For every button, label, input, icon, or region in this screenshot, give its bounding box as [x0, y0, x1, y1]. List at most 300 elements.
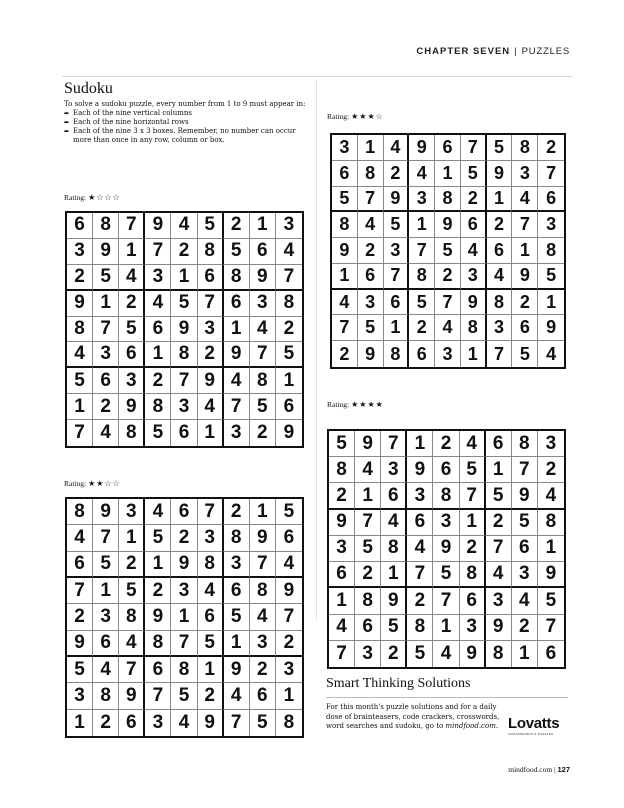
sudoku-cell: 8 — [67, 499, 93, 525]
sudoku-cell: 3 — [198, 525, 224, 551]
sudoku-cell: 3 — [67, 683, 93, 709]
sudoku-cell: 9 — [145, 604, 171, 630]
sudoku-cell: 5 — [461, 161, 487, 187]
solutions-rule — [326, 697, 568, 698]
sudoku-cell: 8 — [460, 562, 486, 588]
sudoku-cell: 8 — [512, 431, 538, 457]
sudoku-cell: 7 — [93, 525, 119, 551]
sudoku-cell: 5 — [355, 536, 381, 562]
sudoku-cell: 4 — [93, 420, 119, 446]
sudoku-cell: 9 — [145, 213, 171, 239]
sudoku-cell: 1 — [538, 290, 564, 316]
sudoku-cell: 2 — [93, 394, 119, 420]
sudoku-cell: 3 — [145, 265, 171, 291]
page-title: Sudoku — [64, 80, 113, 97]
sudoku-cell: 1 — [358, 135, 384, 161]
sudoku-cell: 4 — [486, 562, 512, 588]
sudoku-cell: 8 — [512, 135, 538, 161]
sudoku-cell: 1 — [119, 525, 145, 551]
sudoku-cell: 5 — [486, 483, 512, 509]
sudoku-cell: 8 — [461, 315, 487, 341]
sudoku-cell: 6 — [67, 552, 93, 578]
sudoku-cell: 1 — [250, 499, 276, 525]
sudoku-cell: 9 — [355, 431, 381, 457]
sudoku-cell: 3 — [224, 552, 250, 578]
sudoku-cell: 1 — [93, 291, 119, 317]
sudoku-cell: 3 — [329, 536, 355, 562]
sudoku-cell: 4 — [171, 710, 197, 736]
sudoku-cell: 5 — [460, 457, 486, 483]
sudoku-cell: 7 — [460, 483, 486, 509]
sudoku-cell: 7 — [407, 562, 433, 588]
sudoku-cell: 2 — [512, 290, 538, 316]
sudoku-cell: 9 — [250, 265, 276, 291]
sudoku-cell: 5 — [409, 290, 435, 316]
sudoku-cell: 4 — [433, 641, 459, 667]
sudoku-cell: 8 — [433, 483, 459, 509]
sudoku-cell: 4 — [329, 615, 355, 641]
sudoku-cell: 7 — [461, 135, 487, 161]
rating-label: Rating: — [327, 112, 350, 121]
sudoku-cell: 2 — [119, 291, 145, 317]
sudoku-cell: 9 — [119, 683, 145, 709]
sudoku-cell: 5 — [250, 394, 276, 420]
sudoku-cell: 6 — [461, 212, 487, 238]
sudoku-cell: 3 — [250, 631, 276, 657]
sudoku-cell: 5 — [224, 604, 250, 630]
sudoku-cell: 3 — [250, 291, 276, 317]
sudoku-cell: 2 — [198, 683, 224, 709]
sudoku-cell: 5 — [512, 510, 538, 536]
sudoku-cell: 4 — [538, 483, 564, 509]
sudoku-cell: 2 — [538, 135, 564, 161]
sudoku-cell: 7 — [276, 604, 302, 630]
sudoku-cell: 1 — [355, 483, 381, 509]
sudoku-cell: 9 — [171, 552, 197, 578]
sudoku-cell: 1 — [407, 431, 433, 457]
sudoku-cell: 5 — [329, 431, 355, 457]
sudoku-cell: 4 — [332, 290, 358, 316]
sudoku-cell: 3 — [461, 264, 487, 290]
sudoku-cell: 5 — [358, 315, 384, 341]
sudoku-cell: 2 — [171, 525, 197, 551]
sudoku-cell: 9 — [224, 342, 250, 368]
rules-list — [64, 109, 312, 145]
sudoku-cell: 1 — [198, 657, 224, 683]
sudoku-cell: 9 — [93, 239, 119, 265]
sudoku-cell: 5 — [67, 368, 93, 394]
star-rating-icon: ★★☆☆ — [88, 479, 121, 488]
sudoku-cell: 6 — [358, 264, 384, 290]
running-header — [416, 46, 570, 57]
sudoku-cell: 9 — [435, 212, 461, 238]
sudoku-cell: 8 — [409, 264, 435, 290]
sudoku-cell: 3 — [381, 457, 407, 483]
sudoku-cell: 7 — [198, 291, 224, 317]
sudoku-cell: 4 — [171, 213, 197, 239]
sudoku-cell: 1 — [119, 239, 145, 265]
sudoku-cell: 9 — [384, 187, 410, 213]
sudoku-cell: 7 — [67, 578, 93, 604]
sudoku-cell: 7 — [332, 315, 358, 341]
sudoku-cell: 5 — [250, 710, 276, 736]
sudoku-cell: 8 — [119, 604, 145, 630]
sudoku-cell: 2 — [435, 264, 461, 290]
page-number: 127 — [557, 765, 570, 774]
sudoku-cell: 9 — [538, 315, 564, 341]
sudoku-cell: 4 — [145, 291, 171, 317]
page-footer — [508, 765, 570, 774]
sudoku-cell: 8 — [250, 368, 276, 394]
sudoku-cell: 5 — [171, 291, 197, 317]
sudoku-cell: 8 — [407, 615, 433, 641]
sudoku-cell: 1 — [329, 588, 355, 614]
sudoku-cell: 9 — [332, 238, 358, 264]
sudoku-cell: 8 — [119, 420, 145, 446]
sudoku-cell: 4 — [355, 457, 381, 483]
sudoku-cell: 2 — [250, 657, 276, 683]
sudoku-cell: 9 — [358, 341, 384, 367]
sudoku-cell: 2 — [276, 317, 302, 343]
sudoku-cell: 3 — [358, 290, 384, 316]
sudoku-cell: 9 — [93, 499, 119, 525]
sudoku-cell: 4 — [512, 187, 538, 213]
solutions-body: For this month's puzzle solutions and for a daily dose of brainteasers, code crackers, crosswords, word searches and sudoku, go to — [326, 703, 500, 730]
sudoku-cell: 3 — [435, 341, 461, 367]
sudoku-cell: 9 — [198, 710, 224, 736]
sudoku-cell: 7 — [486, 536, 512, 562]
sudoku-cell: 9 — [67, 291, 93, 317]
sudoku-cell: 5 — [119, 317, 145, 343]
sudoku-cell: 4 — [276, 552, 302, 578]
sudoku-cell: 9 — [486, 615, 512, 641]
rule-columns: ➡ Each of the nine vertical columns — [64, 109, 312, 118]
sudoku-cell: 7 — [355, 510, 381, 536]
sudoku-cell: 4 — [461, 238, 487, 264]
sudoku-cell: 6 — [486, 431, 512, 457]
rule-boxes: ➡ Each of the nine 3 x 3 boxes. Remember, no number can occur more than once in any row, column or box. — [64, 127, 312, 145]
star-rating-icon: ★★★☆ — [351, 112, 384, 121]
sudoku-cell: 8 — [487, 290, 513, 316]
sudoku-cell: 4 — [409, 161, 435, 187]
sudoku-cell: 3 — [409, 187, 435, 213]
sudoku-cell: 1 — [381, 562, 407, 588]
sudoku-cell: 4 — [358, 212, 384, 238]
sudoku-cell: 3 — [276, 657, 302, 683]
logo-tagline: CROSSWORDS & PUZZLES — [508, 732, 554, 736]
sudoku-cell: 5 — [145, 525, 171, 551]
header-rule — [62, 76, 572, 77]
sudoku-cell: 8 — [93, 683, 119, 709]
sudoku-cell: 6 — [224, 578, 250, 604]
sudoku-cell: 2 — [145, 368, 171, 394]
sudoku-cell: 2 — [355, 562, 381, 588]
sudoku-cell: 2 — [67, 604, 93, 630]
sudoku-cell: 5 — [198, 631, 224, 657]
sudoku-cell: 5 — [538, 588, 564, 614]
sudoku-cell: 7 — [145, 239, 171, 265]
sudoku-cell: 2 — [171, 239, 197, 265]
sudoku-cell: 2 — [93, 710, 119, 736]
sudoku-cell: 5 — [198, 213, 224, 239]
sudoku-cell: 2 — [67, 265, 93, 291]
sudoku-cell: 4 — [93, 657, 119, 683]
footer-separator: | — [554, 765, 556, 774]
sudoku-cell: 3 — [119, 499, 145, 525]
rating-label: Rating: — [327, 400, 350, 409]
sudoku-cell: 3 — [198, 317, 224, 343]
sudoku-cell: 5 — [512, 341, 538, 367]
sudoku-cell: 2 — [381, 641, 407, 667]
sudoku-cell: 1 — [433, 615, 459, 641]
sudoku-cell: 2 — [487, 212, 513, 238]
sudoku-cell: 6 — [538, 187, 564, 213]
solutions-link[interactable]: mindfood.com — [445, 722, 496, 730]
sudoku-cell: 2 — [409, 315, 435, 341]
sudoku-cell: 9 — [433, 536, 459, 562]
sudoku-cell: 4 — [198, 578, 224, 604]
sudoku-cell: 2 — [461, 187, 487, 213]
sudoku-cell: 2 — [358, 238, 384, 264]
sudoku-cell: 4 — [119, 631, 145, 657]
sudoku-cell: 6 — [512, 315, 538, 341]
sudoku-cell: 7 — [145, 683, 171, 709]
sudoku-cell: 1 — [512, 238, 538, 264]
sudoku-cell: 9 — [67, 631, 93, 657]
sudoku-cell: 6 — [171, 420, 197, 446]
rating-puzzle-2 — [64, 479, 121, 488]
sudoku-cell: 3 — [224, 420, 250, 446]
sudoku-cell: 3 — [538, 431, 564, 457]
rule-rows: ➡ Each of the nine horizontal rows — [64, 118, 312, 127]
sudoku-cell: 7 — [358, 187, 384, 213]
sudoku-cell: 2 — [276, 631, 302, 657]
sudoku-cell: 4 — [546, 343, 557, 364]
sudoku-cell: 7 — [409, 238, 435, 264]
sudoku-cell: 4 — [276, 239, 302, 265]
sudoku-cell: 7 — [224, 710, 250, 736]
chapter-label: CHAPTER SEVEN — [416, 46, 511, 57]
sudoku-cell: 3 — [460, 615, 486, 641]
sudoku-cell: 3 — [407, 483, 433, 509]
sudoku-cell: 7 — [512, 212, 538, 238]
sudoku-cell: 6 — [545, 642, 557, 664]
solutions-text — [326, 703, 504, 732]
star-rating-icon: ★☆☆☆ — [88, 193, 121, 202]
sudoku-cell: 4 — [198, 394, 224, 420]
sudoku-cell: 9 — [487, 161, 513, 187]
sudoku-cell: 9 — [276, 578, 302, 604]
sudoku-cell: 3 — [332, 135, 358, 161]
sudoku-cell: 8 — [171, 342, 197, 368]
sudoku-cell: 2 — [460, 536, 486, 562]
sudoku-cell: 9 — [460, 641, 486, 667]
sudoku-cell: 1 — [198, 420, 224, 446]
sudoku-cell: 2 — [512, 615, 538, 641]
sudoku-cell: 7 — [512, 457, 538, 483]
sudoku-cell: 6 — [276, 525, 302, 551]
sudoku-cell: 6 — [250, 239, 276, 265]
sudoku-cell: 6 — [93, 631, 119, 657]
sudoku-cell: 6 — [409, 341, 435, 367]
sudoku-cell: 2 — [384, 161, 410, 187]
sudoku-cell: 1 — [486, 457, 512, 483]
sudoku-cell: 8 — [171, 657, 197, 683]
rating-puzzle-3 — [327, 112, 384, 121]
sudoku-cell: 3 — [538, 212, 564, 238]
sudoku-cell: 8 — [93, 213, 119, 239]
sudoku-cell: 4 — [67, 525, 93, 551]
sudoku-cell: 7 — [93, 317, 119, 343]
sudoku-cell: 8 — [67, 317, 93, 343]
sudoku-cell: 1 — [145, 552, 171, 578]
sudoku-cell: 3 — [171, 394, 197, 420]
sudoku-cell: 7 — [384, 264, 410, 290]
sudoku-cell: 8 — [538, 510, 564, 536]
sudoku-cell: 5 — [433, 562, 459, 588]
sudoku-cell: 4 — [224, 368, 250, 394]
sudoku-grid-2 — [65, 497, 304, 738]
sudoku-cell: 1 — [460, 510, 486, 536]
sudoku-cell: 8 — [224, 525, 250, 551]
sudoku-cell: 8 — [538, 238, 564, 264]
sudoku-cell: 4 — [381, 510, 407, 536]
sudoku-grid-3 — [330, 133, 566, 369]
sudoku-cell: 6 — [171, 499, 197, 525]
sudoku-cell: 2 — [486, 510, 512, 536]
sudoku-cell: 8 — [355, 588, 381, 614]
sudoku-cell: 1 — [512, 641, 538, 667]
sudoku-cell: 6 — [407, 510, 433, 536]
sudoku-cell: 2 — [407, 588, 433, 614]
sudoku-cell: 6 — [198, 604, 224, 630]
sudoku-cell: 8 — [381, 536, 407, 562]
sudoku-cell: 5 — [67, 657, 93, 683]
sudoku-cell: 5 — [93, 552, 119, 578]
sudoku-cell: 7 — [119, 213, 145, 239]
sudoku-cell: 6 — [224, 291, 250, 317]
sudoku-cell: 8 — [283, 711, 295, 733]
sudoku-cell: 7 — [433, 588, 459, 614]
sudoku-cell: 9 — [461, 290, 487, 316]
sudoku-cell: 5 — [145, 420, 171, 446]
sudoku-cell: 5 — [381, 615, 407, 641]
sudoku-cell: 2 — [224, 213, 250, 239]
sudoku-cell: 7 — [119, 657, 145, 683]
sudoku-cell: 6 — [145, 317, 171, 343]
sudoku-cell: 4 — [250, 604, 276, 630]
sudoku-cell: 5 — [276, 499, 302, 525]
sudoku-cell: 2 — [433, 431, 459, 457]
sudoku-cell: 1 — [461, 341, 487, 367]
sudoku-cell: 6 — [381, 483, 407, 509]
rating-label: Rating: — [64, 479, 87, 488]
sudoku-cell: 8 — [435, 187, 461, 213]
sudoku-cell: 7 — [487, 341, 513, 367]
sudoku-cell: 9 — [512, 483, 538, 509]
sudoku-cell: 4 — [435, 315, 461, 341]
sudoku-cell: 9 — [538, 562, 564, 588]
sudoku-cell: 1 — [171, 604, 197, 630]
sudoku-cell: 4 — [224, 683, 250, 709]
sudoku-cell: 2 — [329, 483, 355, 509]
section-label: PUZZLES — [521, 46, 570, 57]
sudoku-cell: 2 — [145, 578, 171, 604]
sudoku-cell: 9 — [329, 510, 355, 536]
sudoku-cell: 5 — [407, 641, 433, 667]
sudoku-cell: 3 — [384, 238, 410, 264]
sudoku-cell: 3 — [93, 342, 119, 368]
sudoku-cell: 6 — [250, 683, 276, 709]
sudoku-cell: 1 — [224, 631, 250, 657]
sudoku-cell: 7 — [171, 631, 197, 657]
sudoku-cell: 7 — [198, 499, 224, 525]
sudoku-cell: 1 — [250, 213, 276, 239]
solutions-heading: Smart Thinking Solutions — [326, 676, 471, 691]
sudoku-cell: 6 — [487, 238, 513, 264]
sudoku-cell: 8 — [358, 161, 384, 187]
sudoku-cell: 4 — [384, 135, 410, 161]
sudoku-cell: 6 — [93, 368, 119, 394]
sudoku-cell: 1 — [332, 264, 358, 290]
sudoku-cell: 4 — [145, 499, 171, 525]
sudoku-cell: 1 — [224, 317, 250, 343]
footer-site: mindfood.com — [508, 765, 553, 774]
sudoku-cell: 9 — [198, 368, 224, 394]
sudoku-cell: 4 — [407, 536, 433, 562]
sudoku-cell: 1 — [538, 536, 564, 562]
sudoku-cell: 7 — [250, 552, 276, 578]
sudoku-cell: 8 — [145, 631, 171, 657]
sudoku-cell: 2 — [198, 342, 224, 368]
star-rating-icon: ★★★★ — [351, 400, 384, 409]
sudoku-cell: 8 — [250, 578, 276, 604]
sudoku-cell: 5 — [487, 135, 513, 161]
sudoku-cell: 6 — [355, 615, 381, 641]
sudoku-intro — [64, 80, 312, 145]
sudoku-cell: 5 — [538, 264, 564, 290]
sudoku-cell: 6 — [67, 213, 93, 239]
sudoku-cell: 9 — [409, 135, 435, 161]
sudoku-cell: 4 — [460, 431, 486, 457]
rating-label: Rating: — [64, 193, 87, 202]
sudoku-cell: 7 — [250, 342, 276, 368]
sudoku-cell: 2 — [332, 341, 358, 367]
sudoku-cell: 6 — [332, 161, 358, 187]
rating-puzzle-4 — [327, 400, 384, 409]
sudoku-cell: 9 — [171, 317, 197, 343]
sudoku-grid-4 — [327, 429, 566, 669]
rating-puzzle-1 — [64, 193, 121, 202]
sudoku-cell: 9 — [512, 264, 538, 290]
sudoku-cell: 7 — [538, 161, 564, 187]
sudoku-cell: 3 — [93, 604, 119, 630]
sudoku-cell: 1 — [276, 683, 302, 709]
sudoku-cell: 9 — [283, 422, 295, 444]
sudoku-cell: 5 — [435, 238, 461, 264]
lovatts-logo — [508, 716, 572, 736]
sudoku-cell: 6 — [512, 536, 538, 562]
intro-lead: To solve a sudoku puzzle, every number from 1 to 9 must appear in: — [64, 100, 306, 108]
sudoku-cell: 2 — [250, 420, 276, 446]
sudoku-cell: 5 — [332, 187, 358, 213]
sudoku-cell: 9 — [224, 657, 250, 683]
sudoku-cell: 6 — [276, 394, 302, 420]
sudoku-cell: 7 — [435, 290, 461, 316]
sudoku-cell: 9 — [381, 588, 407, 614]
sudoku-cell: 4 — [487, 264, 513, 290]
sudoku-cell: 1 — [487, 187, 513, 213]
